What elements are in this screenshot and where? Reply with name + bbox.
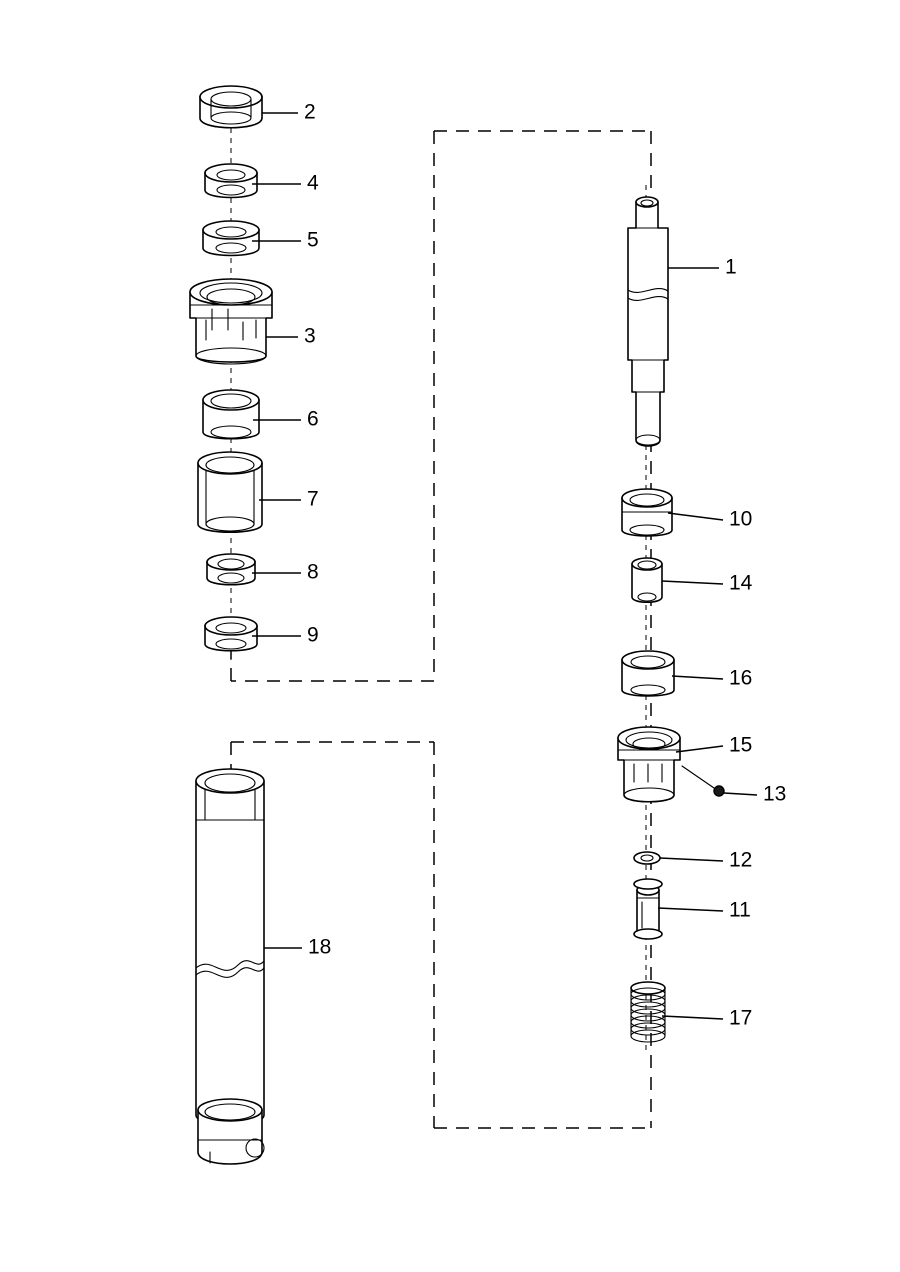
part-5-backup-ring xyxy=(203,221,259,256)
callout-label-6: 6 xyxy=(307,407,319,431)
part-6-bushing xyxy=(203,390,259,439)
callout-label-11: 11 xyxy=(729,898,751,922)
callout-label-18: 18 xyxy=(308,935,332,959)
callout-label-13: 13 xyxy=(763,782,787,806)
part-7-cylinder-cap xyxy=(198,452,262,532)
group-boundary-left-upper xyxy=(231,131,651,681)
callout-label-8: 8 xyxy=(307,560,319,584)
callout-label-3: 3 xyxy=(304,324,316,348)
part-4-oring xyxy=(205,164,257,198)
part-3-gland-nut xyxy=(190,279,272,364)
part-13-ball-detent xyxy=(682,766,724,796)
callout-label-2: 2 xyxy=(304,100,316,124)
part-16-bearing-ring xyxy=(622,651,674,696)
part-12-oring xyxy=(634,852,660,864)
callout-label-7: 7 xyxy=(307,487,319,511)
callouts xyxy=(252,101,786,1030)
callout-label-14: 14 xyxy=(729,571,753,595)
callout-label-17: 17 xyxy=(729,1006,753,1030)
callout-label-5: 5 xyxy=(307,228,319,252)
callout-label-1: 1 xyxy=(725,255,737,279)
part-17-compression-spring xyxy=(631,982,665,1042)
part-1-piston-rod xyxy=(628,197,668,446)
part-2-wiper-seal xyxy=(200,86,262,128)
group-boundary-left-lower xyxy=(231,742,651,1128)
callout-label-12: 12 xyxy=(729,848,753,872)
part-11-valve-spool xyxy=(634,879,662,939)
callout-label-16: 16 xyxy=(729,666,753,690)
part-9-seal-ring xyxy=(205,617,257,651)
part-15-valve-body xyxy=(618,727,680,802)
callout-label-15: 15 xyxy=(729,733,753,757)
callout-label-9: 9 xyxy=(307,623,319,647)
part-8-oring xyxy=(207,554,255,585)
callout-label-4: 4 xyxy=(307,171,319,195)
part-10-piston-head xyxy=(622,489,672,536)
part-14-spacer xyxy=(632,558,662,602)
callout-label-10: 10 xyxy=(729,507,753,531)
part-18-cylinder-tube xyxy=(196,769,264,1164)
